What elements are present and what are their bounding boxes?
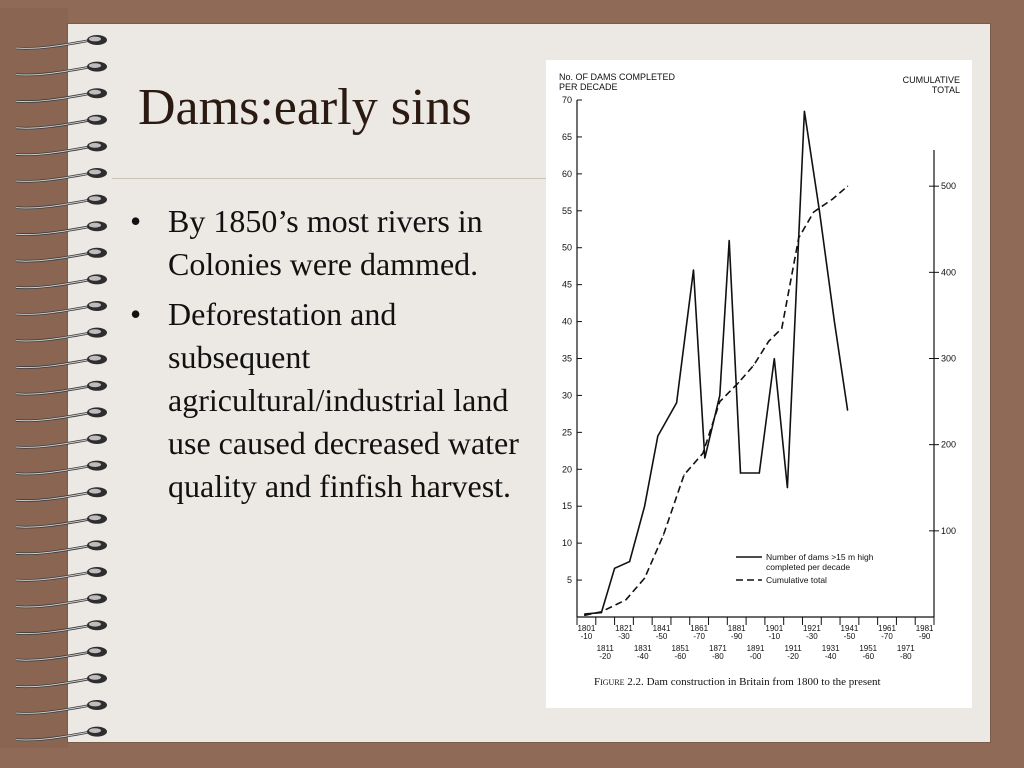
ring-wire <box>16 519 92 527</box>
data-point <box>798 237 799 238</box>
x-tick-label: -20 <box>599 652 611 661</box>
data-point <box>774 358 775 359</box>
x-tick-label: 1941 <box>840 624 859 633</box>
x-tick-label: -10 <box>768 632 781 641</box>
ring-shine <box>89 675 101 680</box>
binding-ring <box>16 141 107 154</box>
ring-shine <box>89 382 101 387</box>
binding-ring <box>16 221 107 234</box>
x-tick-label: -50 <box>655 632 668 641</box>
ring-shine <box>89 542 101 547</box>
ring-shine <box>89 170 101 175</box>
bullet-item <box>124 293 534 508</box>
ring-wire <box>16 545 92 553</box>
ring-shine <box>89 702 101 707</box>
x-tick-label: 1801 <box>577 624 596 633</box>
caption-figure-label: Figure 2.2. <box>594 676 644 688</box>
x-tick-label: -80 <box>712 652 724 661</box>
binding-ring <box>16 647 107 660</box>
x-tick-label: 1911 <box>784 644 802 653</box>
bullet-list <box>124 200 534 515</box>
data-point <box>804 110 805 111</box>
ring-shine <box>89 303 101 308</box>
ring-shine <box>89 622 101 627</box>
bullet-symbol: • <box>130 296 142 332</box>
binding-ring <box>16 354 107 367</box>
bullet-text: By 1850’s most rivers in Colonies were dammed. <box>168 203 483 282</box>
ring-wire <box>16 306 92 314</box>
ring-wire <box>16 279 92 287</box>
binding-ring <box>16 88 107 101</box>
binding-ring <box>16 487 107 500</box>
y-tick-label: 5 <box>566 575 572 586</box>
data-point <box>729 240 730 241</box>
y-tick-label: 40 <box>561 316 572 327</box>
data-point <box>629 561 630 562</box>
y2-tick-label: 300 <box>941 353 957 364</box>
ring-wire <box>16 572 92 580</box>
ring-wire <box>16 652 92 660</box>
title-divider <box>112 178 547 179</box>
ring-wire <box>16 705 92 713</box>
binding-ring <box>16 514 107 527</box>
ring-wire <box>16 146 92 154</box>
data-point <box>644 578 645 579</box>
ring-shine <box>89 143 101 148</box>
x-tick-label: 1851 <box>671 644 690 653</box>
x-tick-label: 1901 <box>765 624 784 633</box>
data-point <box>753 365 754 366</box>
binding-ring <box>16 35 107 48</box>
ring-wire <box>16 333 92 341</box>
binding-ring <box>16 115 107 128</box>
ring-wire <box>16 359 92 367</box>
x-tick-label: 1921 <box>802 624 821 633</box>
y-tick-label: 10 <box>561 538 572 549</box>
x-tick-label: 1861 <box>690 624 709 633</box>
data-point <box>740 472 741 473</box>
ring-shine <box>89 249 101 254</box>
ring-wire <box>16 386 92 394</box>
dam-chart <box>546 60 972 670</box>
ring-shine <box>89 569 101 574</box>
x-tick-label: 1891 <box>746 644 765 653</box>
ring-shine <box>89 462 101 467</box>
ring-shine <box>89 728 101 733</box>
y-tick-label: 15 <box>561 501 572 512</box>
ring-wire <box>16 173 92 181</box>
bullet-symbol: • <box>130 203 142 239</box>
x-tick-label: -90 <box>918 632 931 641</box>
data-point <box>614 568 615 569</box>
ring-shine <box>89 595 101 600</box>
ring-wire <box>16 253 92 261</box>
data-point <box>657 435 658 436</box>
x-tick-label: 1821 <box>615 624 633 633</box>
ring-wire <box>16 40 92 48</box>
data-point <box>834 321 835 322</box>
ring-shine <box>89 329 101 334</box>
ring-wire <box>16 93 92 101</box>
x-tick-label: 1981 <box>915 624 934 633</box>
ring-wire <box>16 466 92 474</box>
ring-shine <box>89 648 101 653</box>
binding-ring <box>16 407 107 420</box>
data-point <box>738 382 739 383</box>
dam-chart-figure <box>546 60 972 708</box>
y-tick-label: 50 <box>561 242 572 253</box>
binding-ring <box>16 381 107 394</box>
series-line-cumulative-total <box>585 186 851 615</box>
x-tick-label: -10 <box>580 632 593 641</box>
binding-ring <box>16 567 107 580</box>
y-tick-label: 35 <box>561 353 572 364</box>
x-tick-label: -30 <box>806 632 818 641</box>
binding-ring <box>16 540 107 553</box>
x-tick-label: -80 <box>900 652 912 661</box>
binding-ring <box>16 620 107 633</box>
x-tick-label: 1841 <box>652 624 671 633</box>
y2-tick-label: 400 <box>941 267 957 278</box>
y-tick-label: 60 <box>561 168 572 179</box>
binding-ring <box>16 673 107 686</box>
data-point <box>787 487 788 488</box>
data-point <box>768 341 769 342</box>
ring-wire <box>16 678 92 686</box>
ring-shine <box>89 90 101 95</box>
y2-tick-label: 200 <box>941 439 957 450</box>
y-tick-label: 55 <box>561 205 572 216</box>
spiral-binding-rings <box>0 0 130 768</box>
slide-title: Dams:early sins <box>138 79 472 136</box>
ring-wire <box>16 67 92 75</box>
y-axis-title-line1: No. OF DAMS COMPLETED <box>559 72 676 82</box>
ring-wire <box>16 599 92 607</box>
data-point <box>719 401 720 402</box>
binding-ring <box>16 461 107 474</box>
x-tick-label: -30 <box>618 632 630 641</box>
y2-tick-label: 500 <box>941 181 957 192</box>
data-point <box>584 615 585 616</box>
data-point <box>719 395 720 396</box>
x-tick-label: 1971 <box>896 644 915 653</box>
y-tick-label: 25 <box>561 427 572 438</box>
x-tick-label: 1881 <box>727 624 746 633</box>
ring-wire <box>16 226 92 234</box>
ring-shine <box>89 63 101 68</box>
ring-wire <box>16 492 92 500</box>
caption-text: Dam construction in Britain from 1800 to the present <box>646 676 881 688</box>
ring-shine <box>89 276 101 281</box>
ring-shine <box>89 515 101 520</box>
y-tick-label: 30 <box>561 390 572 401</box>
x-tick-label: 1951 <box>859 644 878 653</box>
legend-label-dams-cont: completed per decade <box>766 562 851 572</box>
data-point <box>819 210 820 211</box>
x-tick-label: -60 <box>674 652 687 661</box>
binding-ring <box>16 248 107 261</box>
y2-tick-label: 100 <box>941 525 957 536</box>
binding-ring <box>16 195 107 208</box>
y2-axis-title-line2: TOTAL <box>931 85 960 95</box>
x-tick-label: -50 <box>843 632 856 641</box>
ring-shine <box>89 489 101 494</box>
data-point <box>663 535 664 536</box>
x-tick-label: 1871 <box>709 644 727 653</box>
y-tick-label: 65 <box>561 131 572 142</box>
binding-ring <box>16 727 107 740</box>
x-tick-label: 1961 <box>878 624 896 633</box>
ring-shine <box>89 356 101 361</box>
data-point <box>704 458 705 459</box>
data-point <box>601 611 602 612</box>
ring-shine <box>89 223 101 228</box>
data-point <box>693 269 694 270</box>
ring-wire <box>16 200 92 208</box>
data-point <box>684 474 685 475</box>
binding-ring <box>16 594 107 607</box>
y-tick-label: 70 <box>561 95 572 105</box>
legend-label-dams: Number of dams >15 m high <box>766 552 874 562</box>
x-tick-label: 1931 <box>821 644 840 653</box>
ring-wire <box>16 732 92 740</box>
ring-shine <box>89 409 101 414</box>
binding-ring <box>16 700 107 713</box>
y-tick-label: 45 <box>561 279 572 290</box>
x-tick-label: -20 <box>787 652 799 661</box>
x-tick-label: 1831 <box>633 644 652 653</box>
x-tick-label: -60 <box>862 652 875 661</box>
x-tick-label: 1811 <box>596 644 614 653</box>
x-tick-label: -40 <box>636 652 649 661</box>
x-tick-label: -70 <box>881 632 893 641</box>
data-point <box>847 410 848 411</box>
ring-shine <box>89 436 101 441</box>
ring-wire <box>16 120 92 128</box>
bullet-item <box>124 200 534 286</box>
binding-ring <box>16 328 107 341</box>
ring-shine <box>89 37 101 42</box>
data-point <box>676 402 677 403</box>
legend-label-cumulative: Cumulative total <box>766 575 827 585</box>
figure-caption <box>594 676 881 688</box>
data-point <box>625 599 626 600</box>
data-point <box>847 186 848 187</box>
x-tick-label: -00 <box>749 652 762 661</box>
bullet-text: Deforestation and subsequent agricultural/industrial land use caused decreased water quality and finfish harvest. <box>168 296 519 504</box>
x-tick-label: -90 <box>730 632 743 641</box>
data-point <box>813 211 814 212</box>
y-axis-title-line2: PER DECADE <box>559 82 618 92</box>
binding-ring <box>16 62 107 75</box>
x-tick-label: -40 <box>824 652 837 661</box>
y-tick-label: 20 <box>561 464 572 475</box>
binding-ring <box>16 301 107 314</box>
data-point <box>759 472 760 473</box>
ring-wire <box>16 439 92 447</box>
data-point <box>702 453 703 454</box>
data-point <box>781 328 782 329</box>
ring-wire <box>16 625 92 633</box>
data-point <box>832 198 833 199</box>
x-tick-label: -70 <box>693 632 705 641</box>
binding-ring <box>16 434 107 447</box>
ring-shine <box>89 196 101 201</box>
y2-axis-title-line1: CUMULATIVE <box>902 75 960 85</box>
binding-ring <box>16 274 107 287</box>
ring-wire <box>16 412 92 420</box>
binding-ring <box>16 168 107 181</box>
series-line-dams-per-decade <box>585 111 851 614</box>
data-point <box>644 506 645 507</box>
ring-shine <box>89 116 101 121</box>
